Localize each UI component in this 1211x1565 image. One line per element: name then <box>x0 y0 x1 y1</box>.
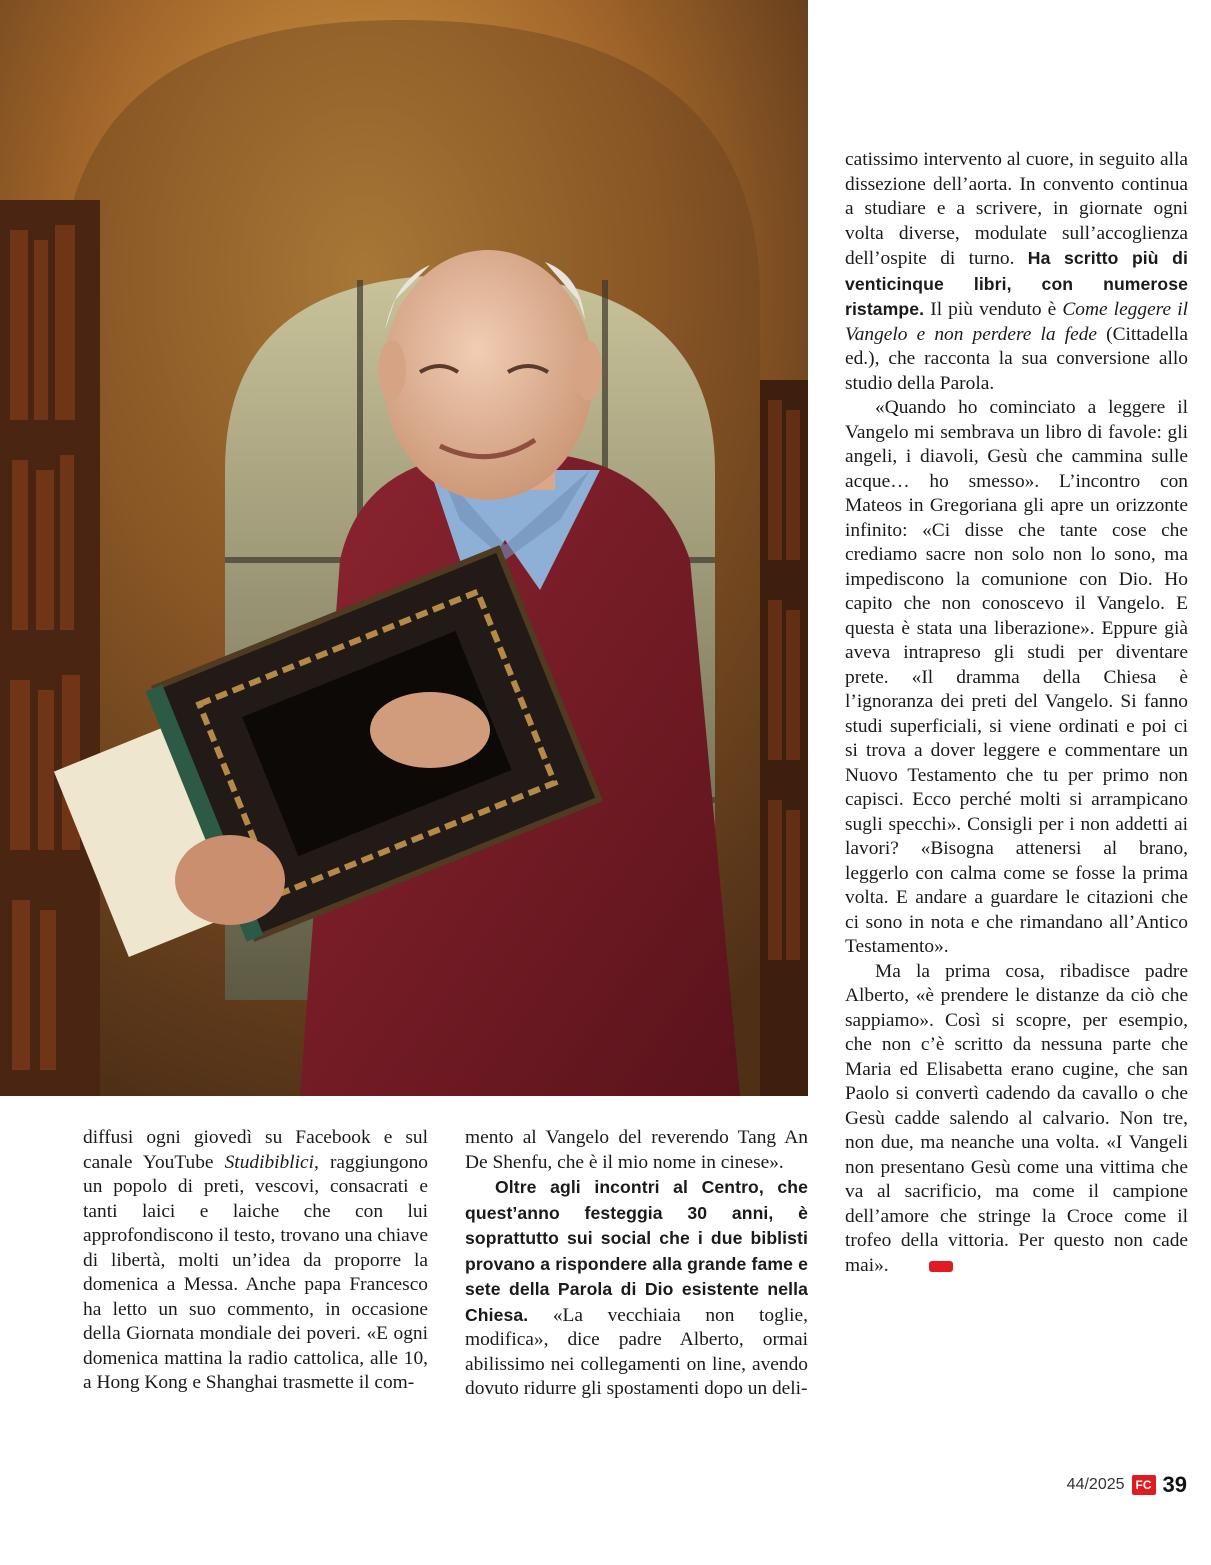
social-channel-name: Studibiblici <box>224 1151 315 1173</box>
portrait-illustration <box>0 0 808 1096</box>
page-footer <box>1067 1470 1187 1500</box>
magazine-logo-badge: FC <box>1132 1475 1156 1495</box>
page-number: 39 <box>1162 1472 1187 1497</box>
article-column-3 <box>845 148 1188 1278</box>
article-end-mark <box>929 1261 953 1272</box>
column-3-paragraph-2: «Quando ho cominciato a leggere il Vangelo mi sembrava un libro di favole: gli angeli, i diavoli, Gesù che cammina sulle acque… ho smesso». L’incontro con Mateos in Gregoriana gli apre un orizzonte infinito: «Ci disse che tante cose che crediamo sacre non solo non lo sono, ma impediscono la comunione con Dio. Ho capito che non conoscevo il Vangelo. E questa è stata una liberazione». Eppure già aveva intrapreso gli studi per diventare prete. «Il dramma della Chiesa è l’ignoranza dei preti del Vangelo. Si fanno studi superficiali, si viene ordinati e poi ci si trova a dover leggere e commentare un Nuovo Testamento che tu per primo non capisci. Ecco perché molti si arrampicano sugli specchi». Consigli per i non addetti ai lavori? «Bisogna attenersi al brano, leggerlo con calma come se fosse la prima volta. E andare a guardare le citazioni che ci sono in nota e che rimandano all’Antico Testamento». <box>845 397 1188 957</box>
column-2-paragraph-2: Oltre agli incontri al Centro, che quest’anno festeggia 30 anni, è soprattutto sui social che i due biblisti provano a rispondere alla grande fame e sete della Parola di Dio esistente nella Chiesa. «La vecchiaia non toglie, modifica», dice padre Alberto, ormai abilissimo nei collegamenti on line, avendo dovuto ridurre gli spostamenti dopo un deli- <box>465 1177 808 1399</box>
article-column-1 <box>83 1126 428 1396</box>
issue-number: 44/2025 <box>1066 1476 1125 1493</box>
article-column-2 <box>465 1126 808 1402</box>
portrait-photo <box>0 0 808 1096</box>
column-2-paragraph-1: mento al Vangelo del reverendo Tang An De Shenfu, che è il mio nome in cinese». <box>465 1127 808 1173</box>
highlight-text: Ha scritto più di venticinque libri, con numerose ristampe. <box>845 248 1188 319</box>
column-1-paragraph: diffusi ogni giovedì su Facebook e sul canale YouTube Studibiblici, raggiungono un popolo di preti, vescovi, consacrati e tanti laici e laiche che con lui approfondiscono il testo, trovano una chiave di libertà, molti un’idea da proporre la domenica a Messa. Anche papa Francesco ha letto un suo commento, in occasione della Giornata mondiale dei poveri. «E ogni domenica mattina la radio cattolica, alle 10, a Hong Kong e Shanghai trasmette il com- <box>83 1127 428 1393</box>
book-title: Come leggere il Vangelo e non perdere la fede <box>845 299 1188 345</box>
column-3-paragraph-3: Ma la prima cosa, ribadisce padre Alberto, «è prendere le distanze da ciò che sappiamo». Così si scopre, per esempio, che non c’è scritto da nessuna parte che Maria ed Elisabetta erano cugine, che san Paolo si convertì cadendo da cavallo o che Gesù cadde salendo al calvario. Non tre, non due, ma neanche una volta. «I Vangeli non presentano Gesù come una vittima che va al sacrificio, ma come il campione dell’amore che stringe la Croce come il trofeo della vittoria. Per questo non cade mai». <box>845 960 1188 1276</box>
column-3-paragraph-1: catissimo intervento al cuore, in seguito alla dissezione dell’aorta. In convento continua a studiare e a scrivere, in giornate ogni volta diverse, modulate sull’accoglienza dell’ospite di turno. Ha scritto più di venticinque libri, con numerose ristampe. Il più venduto è Come leggere il Vangelo e non perdere la fede (Cittadella ed.), che racconta la sua conversione allo studio della Parola. <box>845 149 1188 394</box>
highlight-text: Oltre agli incontri al Centro, che quest’anno festeggia 30 anni, è soprattutto sui social che i due biblisti provano a rispondere alla grande fame e sete della Parola di Dio esistente nella Chiesa. <box>465 1177 808 1325</box>
